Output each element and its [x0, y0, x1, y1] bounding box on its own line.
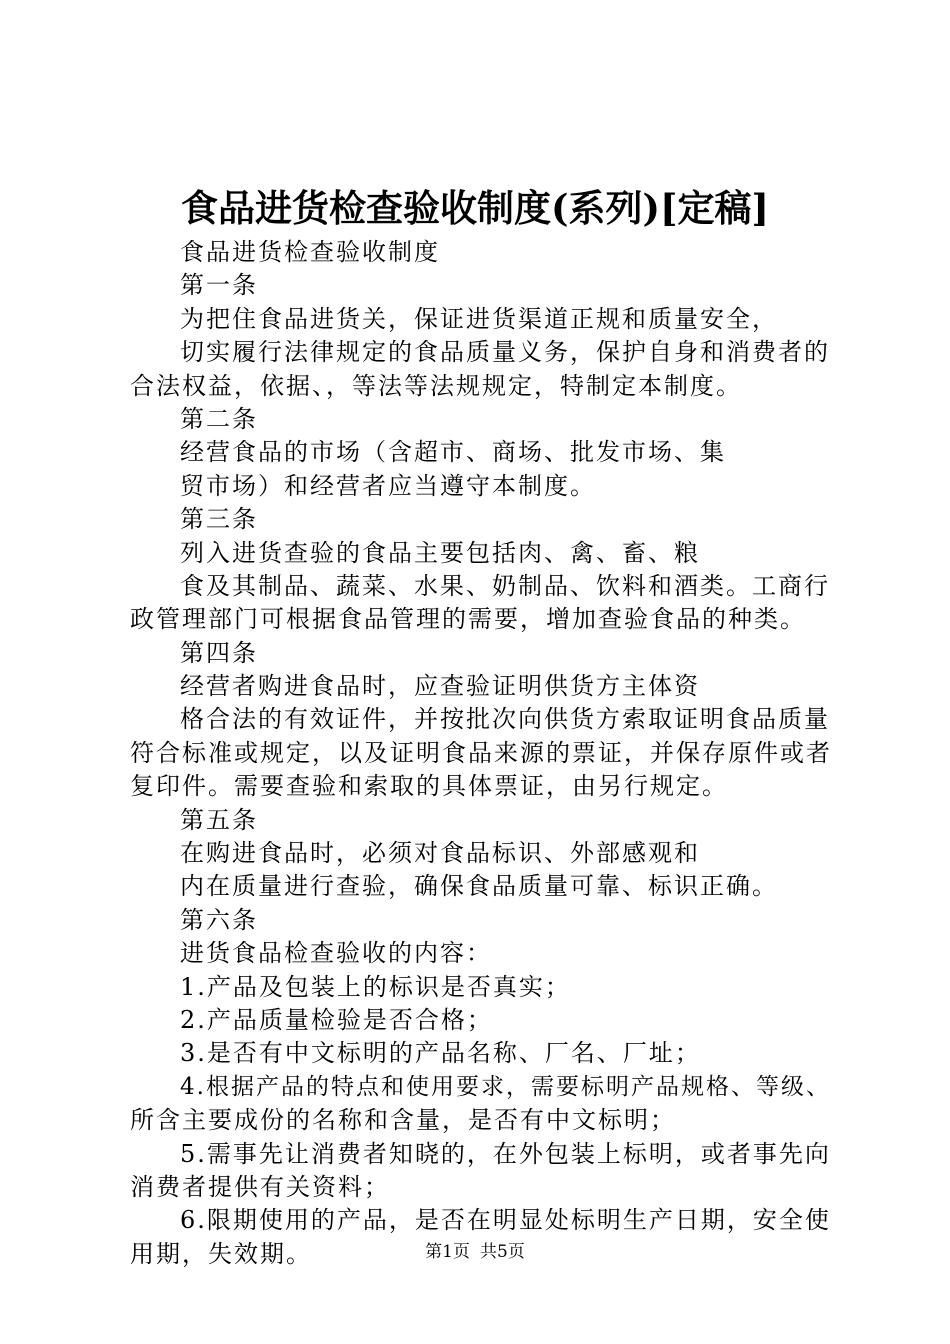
body-line: 在购进食品时，必须对食品标识、外部感观和 — [180, 839, 700, 868]
body-line: 为把住食品进货关，保证进货渠道正规和质量安全， — [180, 304, 778, 333]
body-line: 列入进货查验的食品主要包括肉、禽、畜、粮 — [180, 538, 700, 567]
page-total: 共5页 — [480, 1242, 525, 1262]
body-line: 所含主要成份的名称和含量，是否有中文标明； — [130, 1106, 676, 1135]
body-line: 第五条 — [180, 805, 258, 834]
body-line: 3.是否有中文标明的产品名称、厂名、厂址； — [180, 1039, 701, 1068]
body-line: 6.限期使用的产品，是否在明显处标明生产日期，安全使 — [180, 1206, 831, 1235]
body-line: 第二条 — [180, 404, 258, 433]
body-line: 经营食品的市场（含超市、商场、批发市场、集 — [180, 438, 726, 467]
body-line: 合法权益，依据、，等法等法规规定，特制定本制度。 — [130, 371, 742, 400]
body-line: 复印件。需要查验和索取的具体票证，由另行规定。 — [130, 772, 728, 801]
body-line: 第三条 — [180, 505, 258, 534]
body-line: 贸市场）和经营者应当遵守本制度。 — [180, 471, 596, 500]
body-line: 5.需事先让消费者知晓的，在外包装上标明，或者事先向 — [180, 1139, 831, 1168]
body-line: 经营者购进食品时，应查验证明供货方主体资 — [180, 672, 700, 701]
body-line: 切实履行法律规定的食品质量义务，保护自身和消费者的 — [180, 338, 830, 367]
body-line: 食品进货检查验收制度 — [180, 238, 440, 266]
body-line: 2.产品质量检验是否合格； — [180, 1005, 493, 1034]
page-footer — [0, 1240, 950, 1264]
body-line: 内在质量进行查验，确保食品质量可靠、标识正确。 — [180, 872, 778, 901]
body-line: 用期，失效期。 — [130, 1239, 312, 1268]
document-title: 食品进货检查验收制度(系列)[定稿] — [180, 186, 770, 230]
body-line: 进货食品检查验收的内容： — [180, 939, 492, 968]
page-number: 第1页 — [425, 1242, 470, 1262]
body-line: 第四条 — [180, 638, 258, 667]
body-line: 1.产品及包装上的标识是否真实； — [180, 972, 571, 1001]
body-line: 食及其制品、蔬菜、水果、奶制品、饮料和酒类。工商行 — [180, 571, 830, 600]
body-line: 政管理部门可根据食品管理的需要，增加查验食品的种类。 — [130, 605, 806, 634]
body-line: 消费者提供有关资料； — [130, 1172, 390, 1201]
body-line: 第一条 — [180, 271, 258, 300]
document-body — [130, 236, 840, 1271]
body-line: 符合标准或规定，以及证明食品来源的票证，并保存原件或者 — [130, 738, 832, 767]
body-line: 第六条 — [180, 905, 258, 934]
body-line: 格合法的有效证件，并按批次向供货方索取证明食品质量 — [180, 705, 830, 734]
body-line: 4.根据产品的特点和使用要求，需要标明产品规格、等级、 — [180, 1073, 831, 1100]
